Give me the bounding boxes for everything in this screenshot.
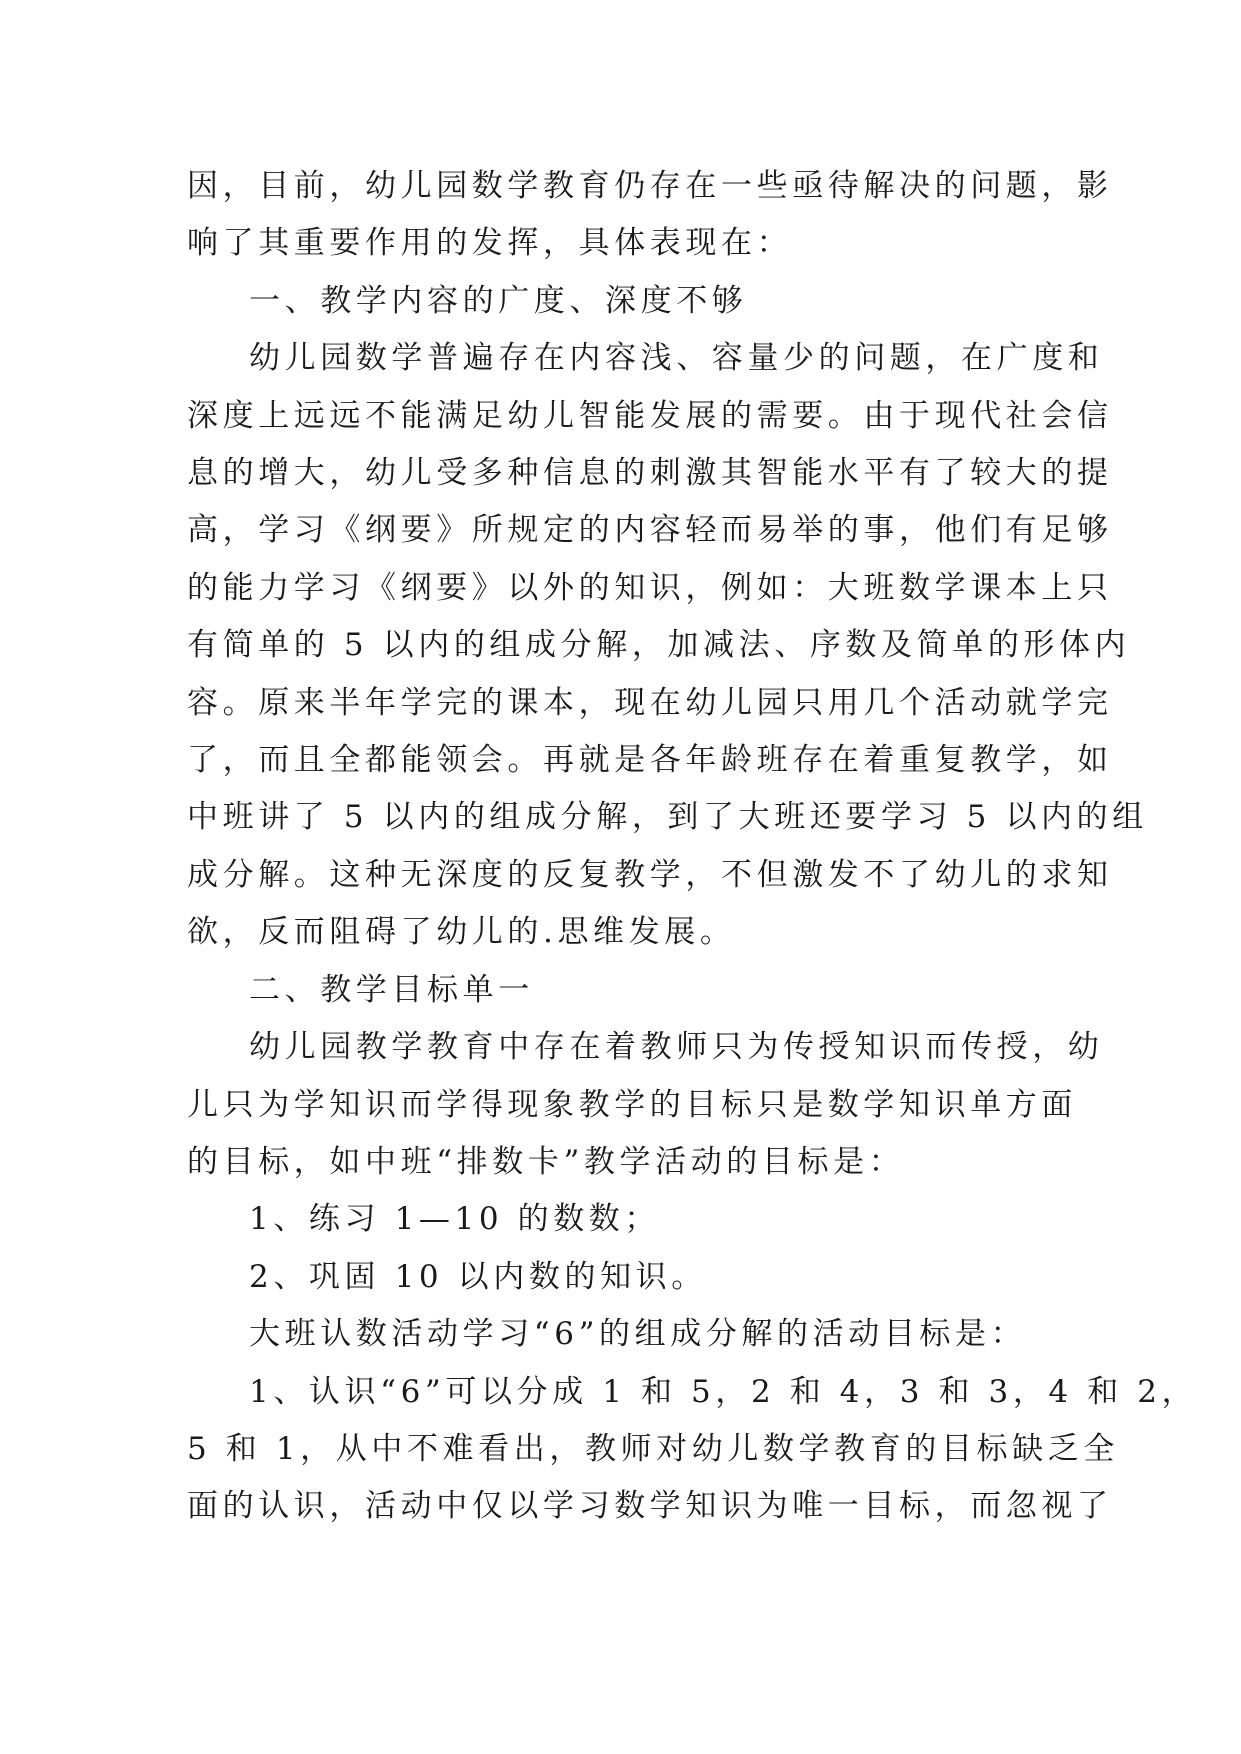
text-line: 有简单的 5 以内的组成分解，加减法、序数及简单的形体内 (187, 627, 1131, 664)
text-line: 1、认识“6”可以分成 1 和 5，2 和 4，3 和 3，4 和 2， (249, 1373, 1198, 1410)
paragraph (187, 1019, 1104, 1191)
paragraph (187, 158, 1113, 273)
section-heading (187, 962, 1057, 1019)
list-item (187, 1191, 1057, 1248)
text-line: 2、巩固 10 以内数的知识。 (249, 1258, 707, 1295)
paragraph (187, 1306, 1057, 1363)
text-line: 大班认数活动学习“6”的组成分解的活动目标是： (249, 1316, 1027, 1353)
text-line: 因，目前，幼儿园数学教育仍存在一些亟待解决的问题，影 (187, 168, 1113, 204)
text-line: 5 和 1，从中不难看出，教师对幼儿数学教育的目标缺乏全 (187, 1430, 1119, 1467)
section-heading (187, 273, 1057, 330)
paragraph (187, 330, 1148, 961)
text-line: 息的增大，幼儿受多种信息的刺激其智能水平有了较大的提 (187, 455, 1113, 492)
text-line: 幼儿园数学普遍存在内容浅、容量少的问题，在广度和 (249, 340, 1104, 377)
text-line: 的能力学习《纲要》以外的知识，例如：大班数学课本上只 (187, 569, 1113, 606)
document-page (187, 158, 1198, 1536)
text-line: 的目标，如中班“排数卡”教学活动的目标是： (187, 1143, 905, 1180)
list-item (187, 1364, 1198, 1536)
text-line: 幼儿园教学教育中存在着教师只为传授知识而传授，幼 (249, 1029, 1104, 1066)
text-line: 二、教学目标单一 (249, 971, 534, 1008)
text-line: 容。原来半年学完的课本，现在幼儿园只用几个活动就学完 (187, 684, 1113, 721)
text-line: 面的认识，活动中仅以学习数学知识为唯一目标，而忽视了 (187, 1488, 1113, 1525)
text-line: 中班讲了 5 以内的组成分解，到了大班还要学习 5 以内的组 (187, 799, 1148, 836)
list-item (187, 1249, 1057, 1306)
text-line: 成分解。这种无深度的反复教学，不但激发不了幼儿的求知 (187, 856, 1113, 893)
text-line: 高，学习《纲要》所规定的内容轻而易举的事，他们有足够 (187, 512, 1113, 549)
text-line: 1、练习 1—10 的数数； (249, 1201, 660, 1238)
text-line: 了，而且全都能领会。再就是各年龄班存在着重复教学，如 (187, 742, 1113, 779)
text-line: 一、教学内容的广度、深度不够 (249, 282, 748, 319)
text-line: 欲，反而阻碍了幼儿的.思维发展。 (187, 914, 736, 951)
text-line: 深度上远远不能满足幼儿智能发展的需要。由于现代社会信 (187, 397, 1113, 434)
text-line: 响了其重要作用的发挥，具体表现在： (187, 225, 793, 262)
text-line: 儿只为学知识而学得现象教学的目标只是数学知识单方面 (187, 1086, 1077, 1123)
